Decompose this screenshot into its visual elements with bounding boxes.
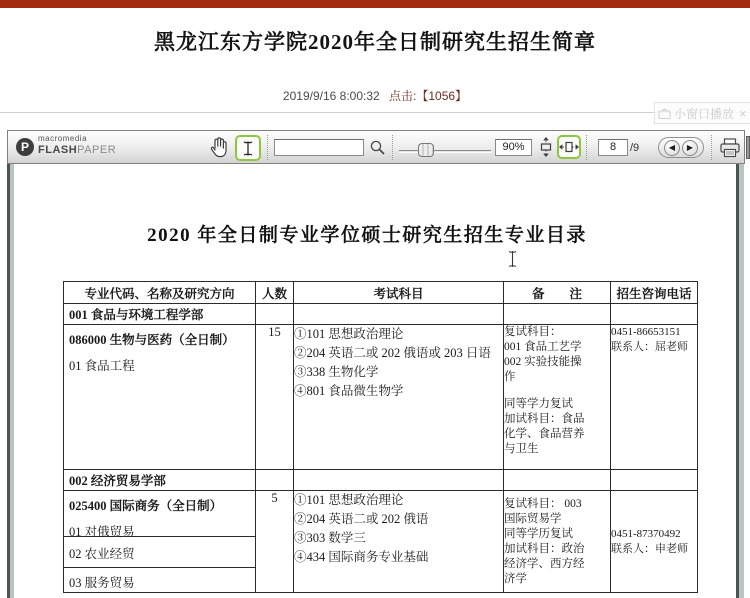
empty-cell [256, 304, 294, 325]
s2-subrow-2 [64, 536, 255, 567]
page-total-label: /9 [630, 142, 640, 154]
program-row-international-business [64, 491, 698, 593]
toolbar-separator [586, 135, 587, 160]
s1-phone-cell [611, 325, 698, 470]
s1-note-line: 同等学力复试 [504, 398, 573, 410]
zoom-level-field[interactable]: 90% [495, 139, 532, 156]
tv-icon [658, 108, 671, 119]
s2-subrow-1 [64, 491, 255, 539]
header-divider [0, 112, 750, 113]
text-select-tool-button[interactable] [235, 135, 261, 161]
brand-paper-label: PAPER [77, 144, 117, 156]
empty-cell [504, 470, 611, 491]
s2-subjects-cell [294, 491, 504, 593]
s1-subject: ①101 思想政治理论 [294, 327, 404, 341]
s1-note-line: 002 实验技能操 [504, 356, 582, 368]
search-icon [369, 139, 386, 156]
next-icon: ▶ [686, 143, 694, 152]
s1-phone: 0451-86653151 [611, 326, 681, 338]
s2-count: 5 [256, 491, 294, 593]
table-header-row [64, 282, 698, 304]
empty-cell [294, 470, 504, 491]
zoom-slider-track[interactable] [399, 150, 491, 153]
dept1-name: 001 食品与环境工程学部 [64, 304, 256, 325]
empty-cell [611, 470, 698, 491]
toolbar-separator [267, 135, 268, 160]
s2-note-line: 国际贸易学 [504, 513, 562, 525]
text-cursor-icon [507, 250, 518, 268]
print-button[interactable] [717, 136, 743, 160]
s2-direction-2: 02 农业经贸 [69, 547, 135, 561]
viewer-right-scroll-track [739, 164, 744, 598]
s2-note-line: 复试科目： 003 [504, 498, 582, 510]
s1-count: 15 [256, 325, 294, 470]
hit-counter: 点击:【1056】 [389, 89, 468, 103]
s1-major-cell [64, 325, 256, 470]
s2-note-line: 济学 [504, 573, 527, 585]
header-major-code: 专业代码、名称及研究方向 [64, 282, 256, 304]
article-meta [0, 87, 750, 104]
toolbar-separator [392, 135, 393, 160]
document-title: 2020 年全日制专业学位硕士研究生招生专业目录 [147, 225, 587, 246]
print-icon [719, 138, 741, 158]
previous-icon: ◀ [668, 143, 676, 152]
dept2-name: 002 经济贸易学部 [64, 470, 256, 491]
s1-subject: ②204 英语二或 202 俄语或 203 日语 [294, 346, 491, 360]
page-nav-control [658, 137, 704, 158]
header-phone: 招生咨询电话 [611, 282, 698, 304]
s1-note-line: 作 [504, 371, 516, 383]
hand-tool-button[interactable] [205, 134, 231, 160]
s1-contact: 联系人：屈老师 [611, 341, 688, 353]
article-title: 黑龙江东方学院2020年全日制研究生招生简章 [154, 30, 596, 54]
flashpaper-brand [38, 135, 116, 156]
fit-height-button[interactable] [535, 136, 557, 158]
previous-page-button[interactable] [664, 140, 680, 156]
top-red-bar [0, 0, 750, 8]
s2-major-cell [64, 491, 256, 593]
s2-note-line: 同等学历复试 [504, 528, 573, 540]
dept-row-food-env [64, 304, 698, 325]
toolbar-clipped-control [746, 136, 750, 159]
header-exam-subjects: 考试科目 [294, 282, 504, 304]
hand-icon [208, 136, 229, 158]
fit-width-icon [559, 139, 579, 155]
s2-subject: ④434 国际商务专业基础 [294, 550, 429, 564]
s2-direction-3: 03 服务贸易 [69, 576, 135, 590]
s1-subjects-cell [294, 325, 504, 470]
zoom-slider-thumb[interactable] [418, 143, 434, 157]
empty-cell [256, 470, 294, 491]
s2-phone: 0451-87370492 [611, 527, 681, 540]
brand-flash-label: FLASH [38, 144, 78, 156]
admissions-table [63, 281, 698, 593]
fit-width-button[interactable] [557, 135, 581, 159]
empty-cell [504, 304, 611, 325]
mini-player-close-icon[interactable]: × [739, 105, 747, 121]
s2-note-line: 加试科目：政治 [504, 543, 585, 555]
s2-direction-1: 01 对俄贸易 [69, 525, 135, 539]
dept-row-economy-trade [64, 470, 698, 491]
mini-player-overlay[interactable] [654, 102, 750, 124]
s2-subject: ②204 英语二或 202 俄语 [294, 512, 429, 526]
s2-subject: ①101 思想政治理论 [294, 493, 404, 507]
s2-notes-cell [504, 491, 611, 593]
mini-player-label: 小窗口播放 [674, 106, 735, 121]
toolbar-separator [711, 135, 712, 160]
brand-macromedia-label: macromedia [38, 134, 88, 143]
s1-note-line: 化学、食品营养 [504, 428, 585, 440]
next-page-button[interactable] [682, 140, 698, 156]
s2-program: 025400 国际商务（全日制） [69, 499, 223, 513]
publish-date: 2019/9/16 8:00:32 [282, 89, 380, 103]
s2-note-line: 经济学、西方经 [504, 558, 585, 570]
s2-subrow-3 [64, 567, 255, 592]
s1-notes-cell [504, 325, 611, 470]
s1-direction: 01 食品工程 [69, 359, 135, 373]
macromedia-logo-icon: P [16, 138, 34, 156]
s1-note-line: 001 食品工艺学 [504, 341, 582, 353]
s1-subject: ③338 生物化学 [294, 365, 379, 379]
fit-height-icon [538, 137, 554, 157]
s1-program: 086000 生物与医药（全日制） [69, 333, 235, 347]
search-button[interactable] [366, 136, 388, 158]
s1-note-line: 复试科目： [504, 326, 562, 338]
document-viewport[interactable] [7, 164, 745, 598]
flashpaper-toolbar [7, 130, 745, 164]
search-input[interactable] [274, 139, 364, 156]
s1-subject: ④801 食品微生物学 [294, 384, 404, 398]
header-count: 人数 [256, 282, 294, 304]
s1-note-line: 与卫生 [504, 443, 539, 455]
page-number-field[interactable]: 8 [598, 139, 628, 156]
empty-cell [611, 304, 698, 325]
program-row-biology-medicine [64, 325, 698, 470]
header-notes: 备 注 [504, 282, 611, 304]
s2-contact: 联系人：申老师 [611, 542, 688, 555]
s1-note-line: 加试科目：食品 [504, 413, 585, 425]
s2-subject: ③303 数学三 [294, 531, 366, 545]
viewer-left-frame [10, 164, 14, 598]
ibeam-tool-icon [241, 140, 255, 157]
empty-cell [294, 304, 504, 325]
s2-phone-cell [611, 491, 698, 593]
